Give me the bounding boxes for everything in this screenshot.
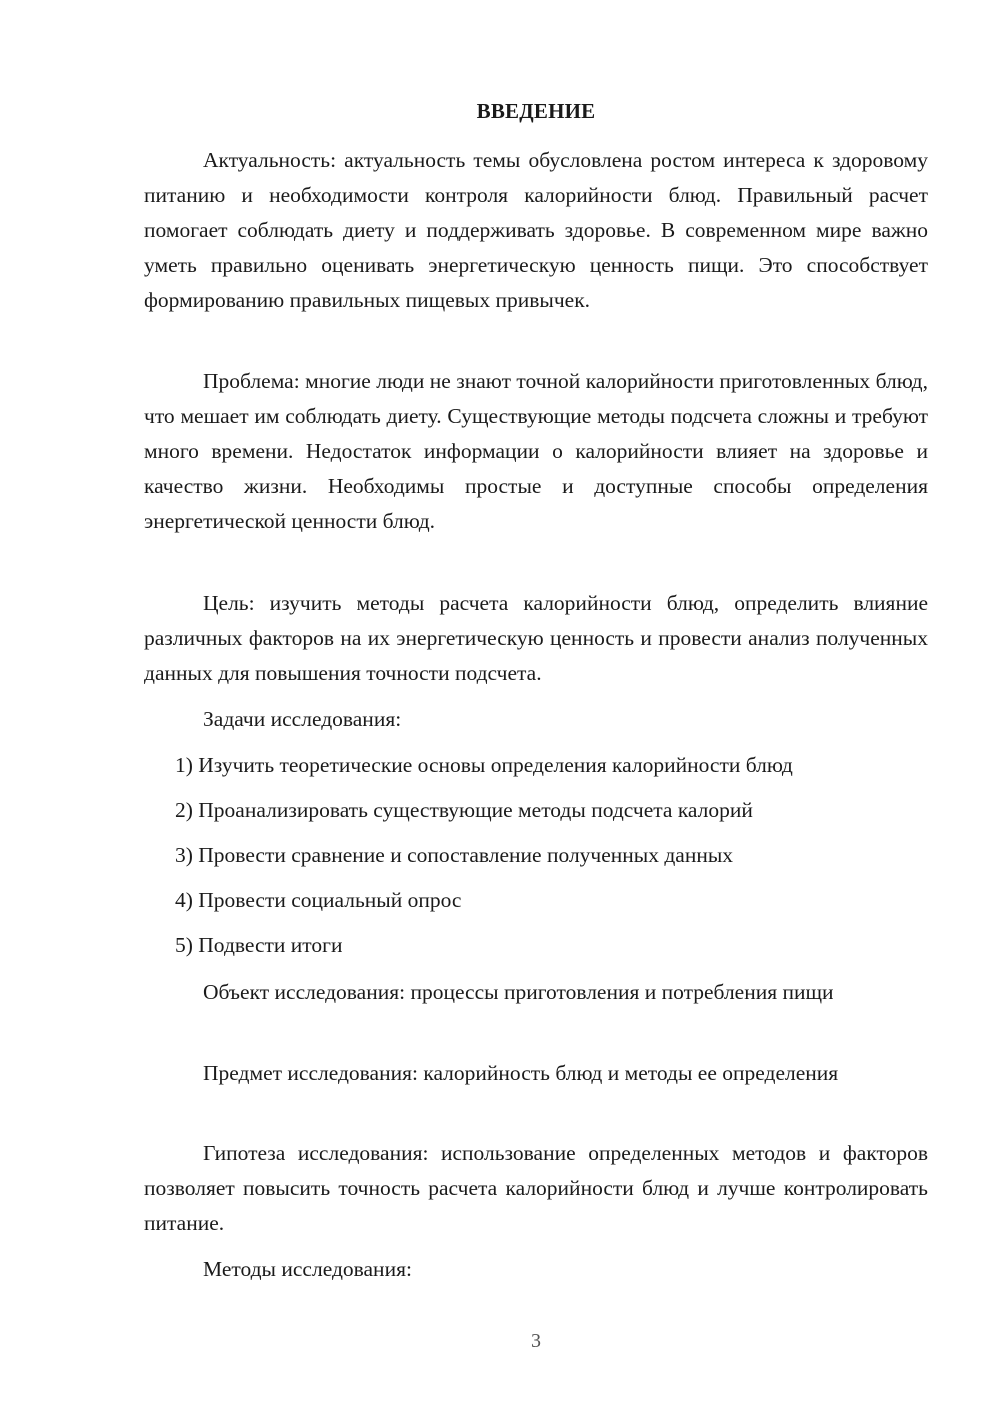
- paragraph-problem: Проблема: многие люди не знают точной калорийности приготовленных блюд, что мешает им соблюдать диету. Существующие методы подсчета сложны и требуют много времени. Недостаток информации о калорийности влияет на здоровье и качество жизни. Необходимы простые и доступные способы определения энергетической ценности блюд.: [144, 369, 928, 533]
- page-number: 3: [531, 1330, 541, 1352]
- methods-heading: Методы исследования:: [203, 1257, 412, 1281]
- paragraph-relevance: Актуальность: актуальность темы обусловлена ростом интереса к здоровому питанию и необходимости контроля калорийности блюд. Правильный расчет помогает соблюдать диету и поддерживать здоровье. В современном мире важно уметь правильно оценивать энергетическую ценность пищи. Это способствует формированию правильных пищевых привычек.: [144, 148, 928, 312]
- paragraph-goal: Цель: изучить методы расчета калорийности блюд, определить влияние различных факторов на их энергетическую ценность и провести анализ полученных данных для повышения точности подсчета.: [144, 591, 928, 685]
- task-item: 1) Изучить теоретические основы определения калорийности блюд: [175, 753, 793, 777]
- task-item: 4) Провести социальный опрос: [175, 888, 462, 912]
- task-item: 2) Проанализировать существующие методы подсчета калорий: [175, 798, 753, 822]
- paragraph-object: Объект исследования: процессы приготовления и потребления пищи: [203, 980, 834, 1004]
- task-item: 3) Провести сравнение и сопоставление полученных данных: [175, 843, 734, 867]
- paragraph-subject: Предмет исследования: калорийность блюд и методы ее определения: [203, 1061, 839, 1085]
- task-item: 5) Подвести итоги: [175, 933, 343, 957]
- page-title: ВВЕДЕНИЕ: [476, 99, 596, 123]
- tasks-heading: Задачи исследования:: [203, 707, 402, 731]
- paragraph-hypothesis: Гипотеза исследования: использование определенных методов и факторов позволяет повысить точность расчета калорийности блюд и лучше контролировать питание.: [144, 1141, 928, 1235]
